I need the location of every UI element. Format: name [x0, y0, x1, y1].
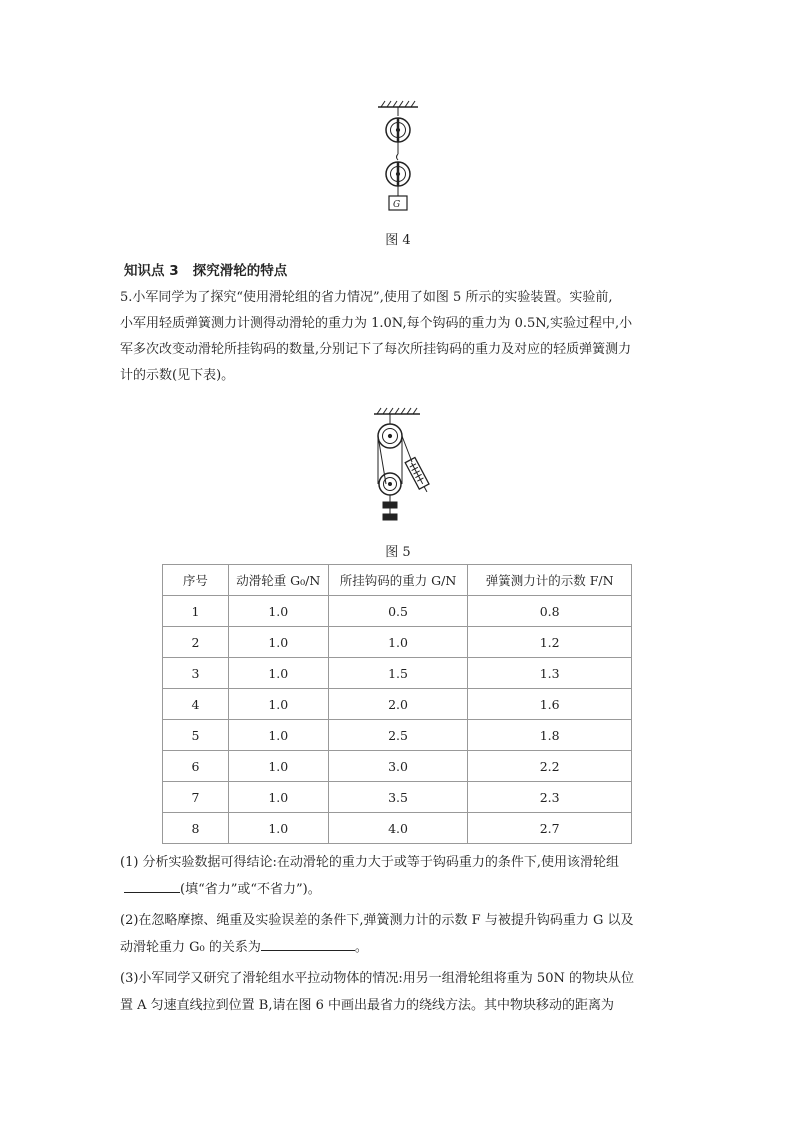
table-cell: 1.8	[468, 720, 632, 751]
table-row	[163, 751, 632, 782]
table-cell: 2.2	[468, 751, 632, 782]
problem-5-text	[120, 285, 632, 389]
table-row	[163, 627, 632, 658]
table-header-cell: 动滑轮重 G₀/N	[228, 565, 328, 596]
table-cell: 1.0	[228, 782, 328, 813]
table-cell: 1.0	[228, 596, 328, 627]
question-3-line-2: 置 A 匀速直线拉到位置 B,请在图 6 中画出最省力的绕线方法。其中物块移动的距离为	[120, 998, 615, 1013]
table-cell: 3	[163, 658, 229, 689]
questions-block	[120, 849, 634, 1019]
table-cell: 4.0	[328, 813, 468, 844]
data-table	[162, 564, 632, 844]
problem-5-line: 计的示数(见下表)。	[120, 368, 235, 383]
table-cell: 1.0	[228, 689, 328, 720]
table-cell: 1.6	[468, 689, 632, 720]
table-row	[163, 720, 632, 751]
table-cell: 1.0	[228, 751, 328, 782]
question-2-line-1: (2)在忽略摩擦、绳重及实验误差的条件下,弹簧测力计的示数 F 与被提升钩码重力 G 以及	[120, 913, 634, 928]
section-heading: 知识点 3 探究滑轮的特点	[124, 263, 288, 279]
table-cell: 2	[163, 627, 229, 658]
table-cell: 7	[163, 782, 229, 813]
question-2-suffix: 。	[354, 940, 368, 955]
figure-4-caption: 图 4	[385, 233, 411, 248]
problem-5-line: 小军用轻质弹簧测力计测得动滑轮的重力为 1.0N,每个钩码的重力为 0.5N,实验过程中,小	[120, 316, 633, 331]
table-cell: 1.0	[228, 813, 328, 844]
question-1-line-1: (1) 分析实验数据可得结论:在动滑轮的重力大于或等于钩码重力的条件下,使用该滑轮组	[120, 855, 620, 870]
question-2-prefix: 动滑轮重力 G₀ 的关系为	[120, 940, 261, 955]
table-row	[163, 782, 632, 813]
table-cell: 1.0	[228, 720, 328, 751]
figure-4-block-label: G	[393, 200, 401, 210]
table-cell: 1.0	[328, 627, 468, 658]
table-cell: 2.0	[328, 689, 468, 720]
table-row	[163, 596, 632, 627]
table-cell: 6	[163, 751, 229, 782]
table-cell: 1.0	[228, 658, 328, 689]
table-cell: 8	[163, 813, 229, 844]
table-row	[163, 689, 632, 720]
figure-5-diagram	[366, 406, 442, 530]
table-cell: 1.5	[328, 658, 468, 689]
table-cell: 0.8	[468, 596, 632, 627]
question-3-line-1: (3)小军同学又研究了滑轮组水平拉动物体的情况:用另一组滑轮组将重为 50N 的物块从位	[120, 971, 634, 986]
figure-5-caption: 图 5	[385, 545, 411, 560]
table-cell: 1.3	[468, 658, 632, 689]
table-cell: 2.3	[468, 782, 632, 813]
table-cell: 3.0	[328, 751, 468, 782]
question-1-line-2	[120, 876, 634, 903]
table-cell: 1.0	[228, 627, 328, 658]
problem-5-line: 军多次改变动滑轮所挂钩码的数量,分别记下了每次所挂钩码的重力及对应的轻质弹簧测力	[120, 342, 632, 357]
table-row	[163, 813, 632, 844]
table-cell: 5	[163, 720, 229, 751]
table-cell: 1.2	[468, 627, 632, 658]
problem-5-line: 5.小军同学为了探究“使用滑轮组的省力情况”,使用了如图 5 所示的实验装置。实验前,	[120, 290, 613, 305]
answer-blank-1[interactable]	[124, 878, 180, 893]
table-cell: 0.5	[328, 596, 468, 627]
figure-4-diagram	[372, 98, 424, 218]
table-header-row	[163, 565, 632, 596]
table-row	[163, 658, 632, 689]
table-cell: 2.5	[328, 720, 468, 751]
answer-blank-2[interactable]	[261, 936, 355, 951]
question-2-line-2	[120, 934, 634, 961]
table-header-cell: 弹簧测力计的示数 F/N	[468, 565, 632, 596]
table-cell: 2.7	[468, 813, 632, 844]
question-1-hint: (填“省力”或“不省力”)。	[180, 882, 321, 897]
table-cell: 4	[163, 689, 229, 720]
table-cell: 3.5	[328, 782, 468, 813]
table-header-cell: 序号	[163, 565, 229, 596]
table-header-cell: 所挂钩码的重力 G/N	[328, 565, 468, 596]
table-cell: 1	[163, 596, 229, 627]
